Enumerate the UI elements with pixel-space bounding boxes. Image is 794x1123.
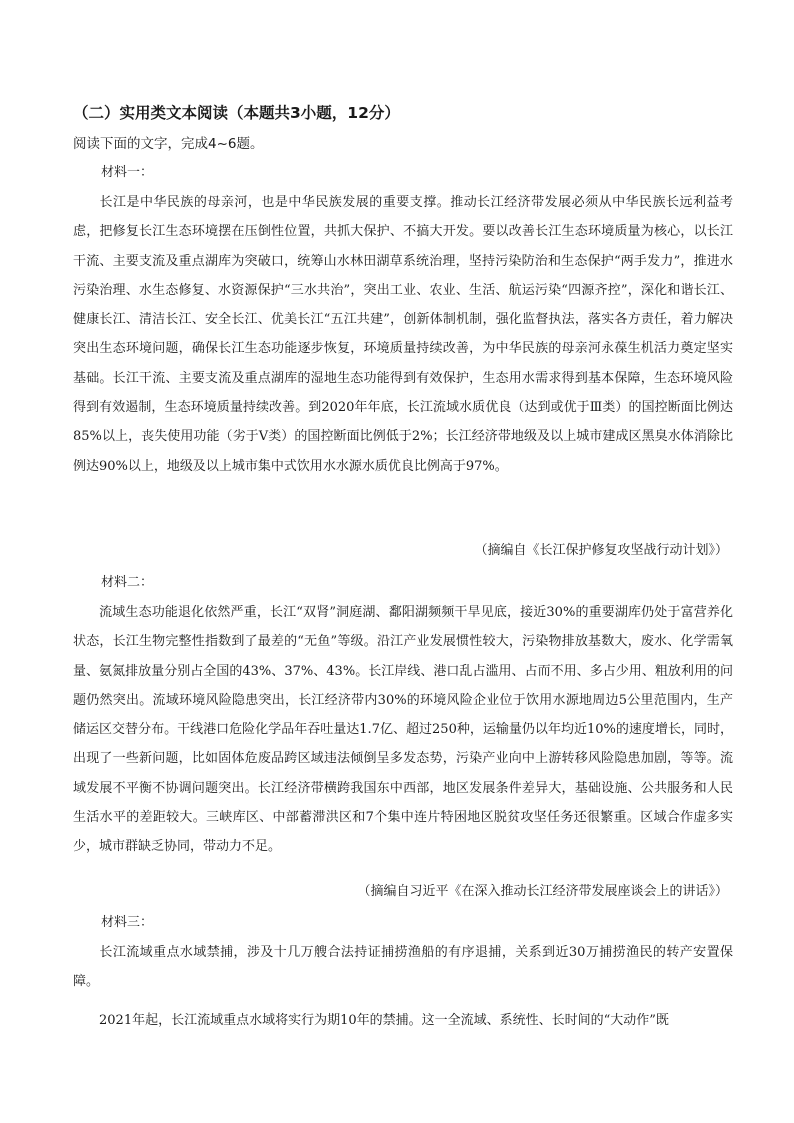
material2-source: （摘编自习近平《在深入推动长江经济带发展座谈会上的讲话》） — [357, 884, 728, 899]
material2-paragraph — [73, 598, 733, 862]
material1-text: 长江是中华民族的母亲河，也是中华民族发展的重要支撑。推动长江经济带发展必须从中华民族长远利益考虑，把修复长江生态环境摆在压倒性位置，共抓大保护、不搞大开发。要以改善长江生态环境质量为核心，以长江干流、主要支流及重点湖库为突破口，统筹山水林田湖草系统治理，坚持污染防治和生态保护“两手发力”，推进水污染治理、水生态修复、水资源保护“三水共治”，突出工业、农业、生活、航运污染“四源齐控”，深化和谐长江、健康长江、清洁长江、安全长江、优美长江“五江共建”，创新体制机制，强化监督执法，落实各方责任，着力解决突出生态环境问题，确保长江生态功能逐步恢复，环境质量持续改善，为中华民族的母亲河永葆生机活力奠定坚实基础。长江干流、主要支流及重点湖库的湿地生态功能得到有效保护，生态用水需求得到基本保障，生态环境风险得到有效遏制，生态环境质量持续改善。到2020年年底，长江流域水质优良（达到或优于Ⅲ类）的国控断面比例达85%以上，丧失使用功能（劣于Ⅴ类）的国控断面比例低于2%；长江经济带地级及以上城市建成区黑臭水体消除比例达90%以上，地级及以上城市集中式饮用水水源水质优良比例高于97%。 — [73, 195, 733, 474]
material3-text-2: 2021年起，长江流域重点水域将实行为期10年的禁捕。这一全流域、系统性、长时间的“大动作”既 — [99, 1013, 669, 1028]
material1-source: （摘编自《长江保护修复攻坚战行动计划》） — [474, 543, 728, 558]
material3-paragraph-2 — [73, 1006, 733, 1035]
material1-label: 材料一： — [101, 165, 154, 180]
material2-label: 材料二： — [101, 575, 154, 590]
instruction-text: 阅读下面的文字，完成4~6题。 — [73, 136, 264, 152]
material2-text: 流域生态功能退化依然严重，长江“双肾”洞庭湖、鄱阳湖频频干旱见底，接近30%的重要湖库仍处于富营养化状态，长江生物完整性指数到了最差的“无鱼”等级。沿江产业发展惯性较大，污染物排放基数大，废水、化学需氧量、氨氮排放量分别占全国的43%、37%、43%。长江岸线、港口乱占滥用、占而不用、多占少用、粗放利用的问题仍然突出。流域环境风险隐患突出，长江经济带内30%的环境风险企业位于饮用水源地周边5公里范围内，生产储运区交替分布。干线港口危险化学品年吞吐量达1.7亿、超过250种，运输量仍以年均近10%的速度增长，同时，出现了一些新问题，比如固体危废品跨区域违法倾倒呈多发态势，污染产业向中上游转移风险隐患加剧，等等。流域发展不平衡不协调问题突出。长江经济带横跨我国东中西部，地区发展条件差异大，基础设施、公共服务和人民生活水平的差距较大。三峡库区、中部蓄滞洪区和7个集中连片特困地区脱贫攻坚任务还很繁重。区域合作虚多实少，城市群缺乏协同，带动力不足。 — [73, 605, 733, 855]
section-title: （二）实用类文本阅读（本题共3小题，12分） — [73, 104, 400, 122]
material3-text-1: 长江流域重点水域禁捕，涉及十几万艘合法持证捕捞渔船的有序退捕，关系到近30万捕捞渔民的转产安置保障。 — [73, 945, 733, 990]
material3-label: 材料三： — [101, 915, 154, 930]
material1-paragraph — [73, 188, 733, 481]
material3-paragraph-1 — [73, 938, 733, 997]
